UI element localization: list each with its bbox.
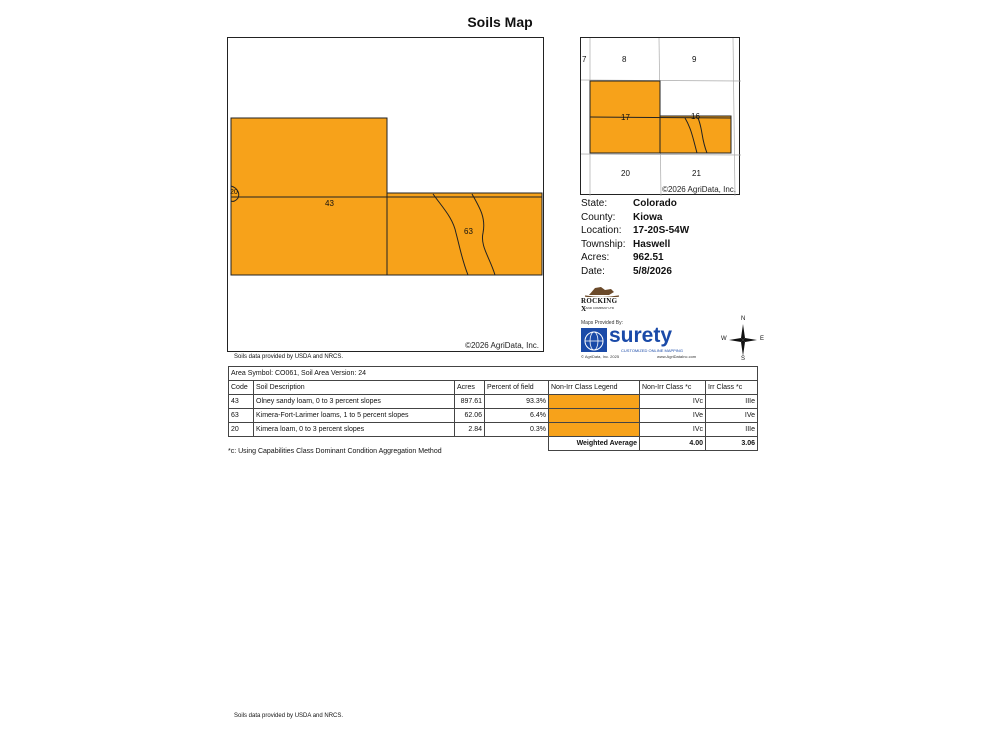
soils-table	[228, 366, 758, 451]
date-value: 5/8/2026	[633, 265, 672, 277]
surety-footer-left: © AgriData, Inc. 2025	[581, 354, 620, 359]
surety-footer-right: www.AgriDataInc.com	[657, 354, 697, 359]
row-acres: 62.06	[455, 409, 485, 423]
map-copyright: ©2026 AgriData, Inc.	[465, 341, 539, 350]
header-non-irr-class: Non-Irr Class *c	[640, 381, 706, 395]
footnote: *c: Using Capabilities Class Dominant Condition Aggregation Method	[228, 448, 442, 455]
weighted-irr: 3.06	[706, 437, 758, 451]
maps-provided-by-label: Maps Provided By:	[581, 320, 623, 326]
state-label: State:	[581, 198, 608, 209]
row-non-irr-class: IVc	[640, 423, 706, 437]
township-row	[581, 238, 689, 252]
row-legend-swatch	[549, 395, 640, 409]
row-irr-class: IVe	[706, 409, 758, 423]
locator-map	[580, 37, 740, 195]
source-note: Soils data provided by USDA and NRCS.	[234, 354, 344, 360]
county-row	[581, 211, 689, 225]
date-row	[581, 265, 689, 279]
section-9-label: 9	[692, 55, 697, 64]
state-row	[581, 197, 689, 211]
table-header-row	[229, 381, 758, 395]
section-17-label: 17	[621, 113, 630, 122]
surety-logo	[581, 320, 711, 360]
rocking-x-logo	[581, 283, 623, 313]
row-acres: 897.61	[455, 395, 485, 409]
location-label: Location:	[581, 225, 622, 236]
header-percent-of-field: Percent of field	[485, 381, 549, 395]
row-acres: 2.84	[455, 423, 485, 437]
state-value: Colorado	[633, 198, 677, 209]
map-unit-20-label: 20	[230, 189, 238, 196]
section-8-label: 8	[622, 55, 627, 64]
header-soil-description: Soil Description	[254, 381, 455, 395]
row-irr-class: IIIe	[706, 395, 758, 409]
row-soil-description: Kimera-Fort-Larimer loams, 1 to 5 percent slopes	[254, 409, 455, 423]
weighted-average-label: Weighted Average	[549, 437, 640, 451]
header-acres: Acres	[455, 381, 485, 395]
row-legend-swatch	[549, 423, 640, 437]
soils-map-drawing	[228, 38, 545, 353]
row-percent: 0.3%	[485, 423, 549, 437]
area-symbol-cell: Area Symbol: CO061, Soil Area Version: 24	[229, 367, 758, 381]
row-non-irr-class: IVe	[640, 409, 706, 423]
rocking-horse-icon	[581, 283, 623, 297]
compass-rose	[721, 316, 765, 364]
row-soil-description: Olney sandy loam, 0 to 3 percent slopes	[254, 395, 455, 409]
township-value: Haswell	[633, 238, 671, 250]
compass-e: E	[760, 336, 765, 342]
locator-map-drawing	[581, 38, 741, 196]
table-row	[229, 395, 758, 409]
row-percent: 6.4%	[485, 409, 549, 423]
header-code: Code	[229, 381, 254, 395]
map-unit-63-label: 63	[464, 227, 473, 236]
globe-icon	[581, 328, 607, 352]
row-soil-description: Kimera loam, 0 to 3 percent slopes	[254, 423, 455, 437]
map-unit-43-label: 43	[325, 199, 334, 208]
county-label: County:	[581, 211, 616, 223]
compass-s: S	[741, 356, 746, 362]
location-row	[581, 224, 689, 238]
township-label: Township:	[581, 238, 626, 250]
row-percent: 93.3%	[485, 395, 549, 409]
surety-wordmark: surety	[609, 324, 673, 347]
table-row	[229, 409, 758, 423]
rocking-x-subtext: LAND COMPANY LTD	[584, 306, 615, 310]
row-code: 20	[229, 423, 254, 437]
row-code: 63	[229, 409, 254, 423]
header-non-irr-class-legend: Non-Irr Class Legend	[549, 381, 640, 395]
weighted-non-irr: 4.00	[640, 437, 706, 451]
acres-row	[581, 251, 689, 265]
locator-copyright: ©2026 AgriData, Inc.	[662, 185, 736, 194]
section-16-label: 16	[691, 112, 700, 121]
header-irr-class: Irr Class *c	[706, 381, 758, 395]
acres-value: 962.51	[633, 252, 664, 263]
row-code: 43	[229, 395, 254, 409]
section-21-label: 21	[692, 169, 701, 178]
parcel-info	[581, 197, 689, 278]
table-row	[229, 423, 758, 437]
location-value: 17-20S-54W	[633, 225, 690, 236]
area-symbol-row	[229, 367, 758, 381]
row-irr-class: IIIe	[706, 423, 758, 437]
compass-w: W	[721, 336, 727, 342]
acres-label: Acres:	[581, 252, 610, 263]
bottom-source-note: Soils data provided by USDA and NRCS.	[234, 713, 344, 719]
surety-tagline: CUSTOMIZED ONLINE MAPPING	[621, 348, 683, 353]
row-legend-swatch	[549, 409, 640, 423]
section-7-label: 7	[582, 55, 587, 64]
soils-map	[227, 37, 544, 352]
rocking-x-text: ROCKING X	[581, 297, 618, 313]
county-value: Kiowa	[633, 211, 663, 223]
compass-n: N	[741, 316, 746, 322]
page-title: Soils Map	[467, 14, 533, 30]
row-non-irr-class: IVc	[640, 395, 706, 409]
section-20-label: 20	[621, 169, 630, 178]
date-label: Date:	[581, 265, 605, 277]
